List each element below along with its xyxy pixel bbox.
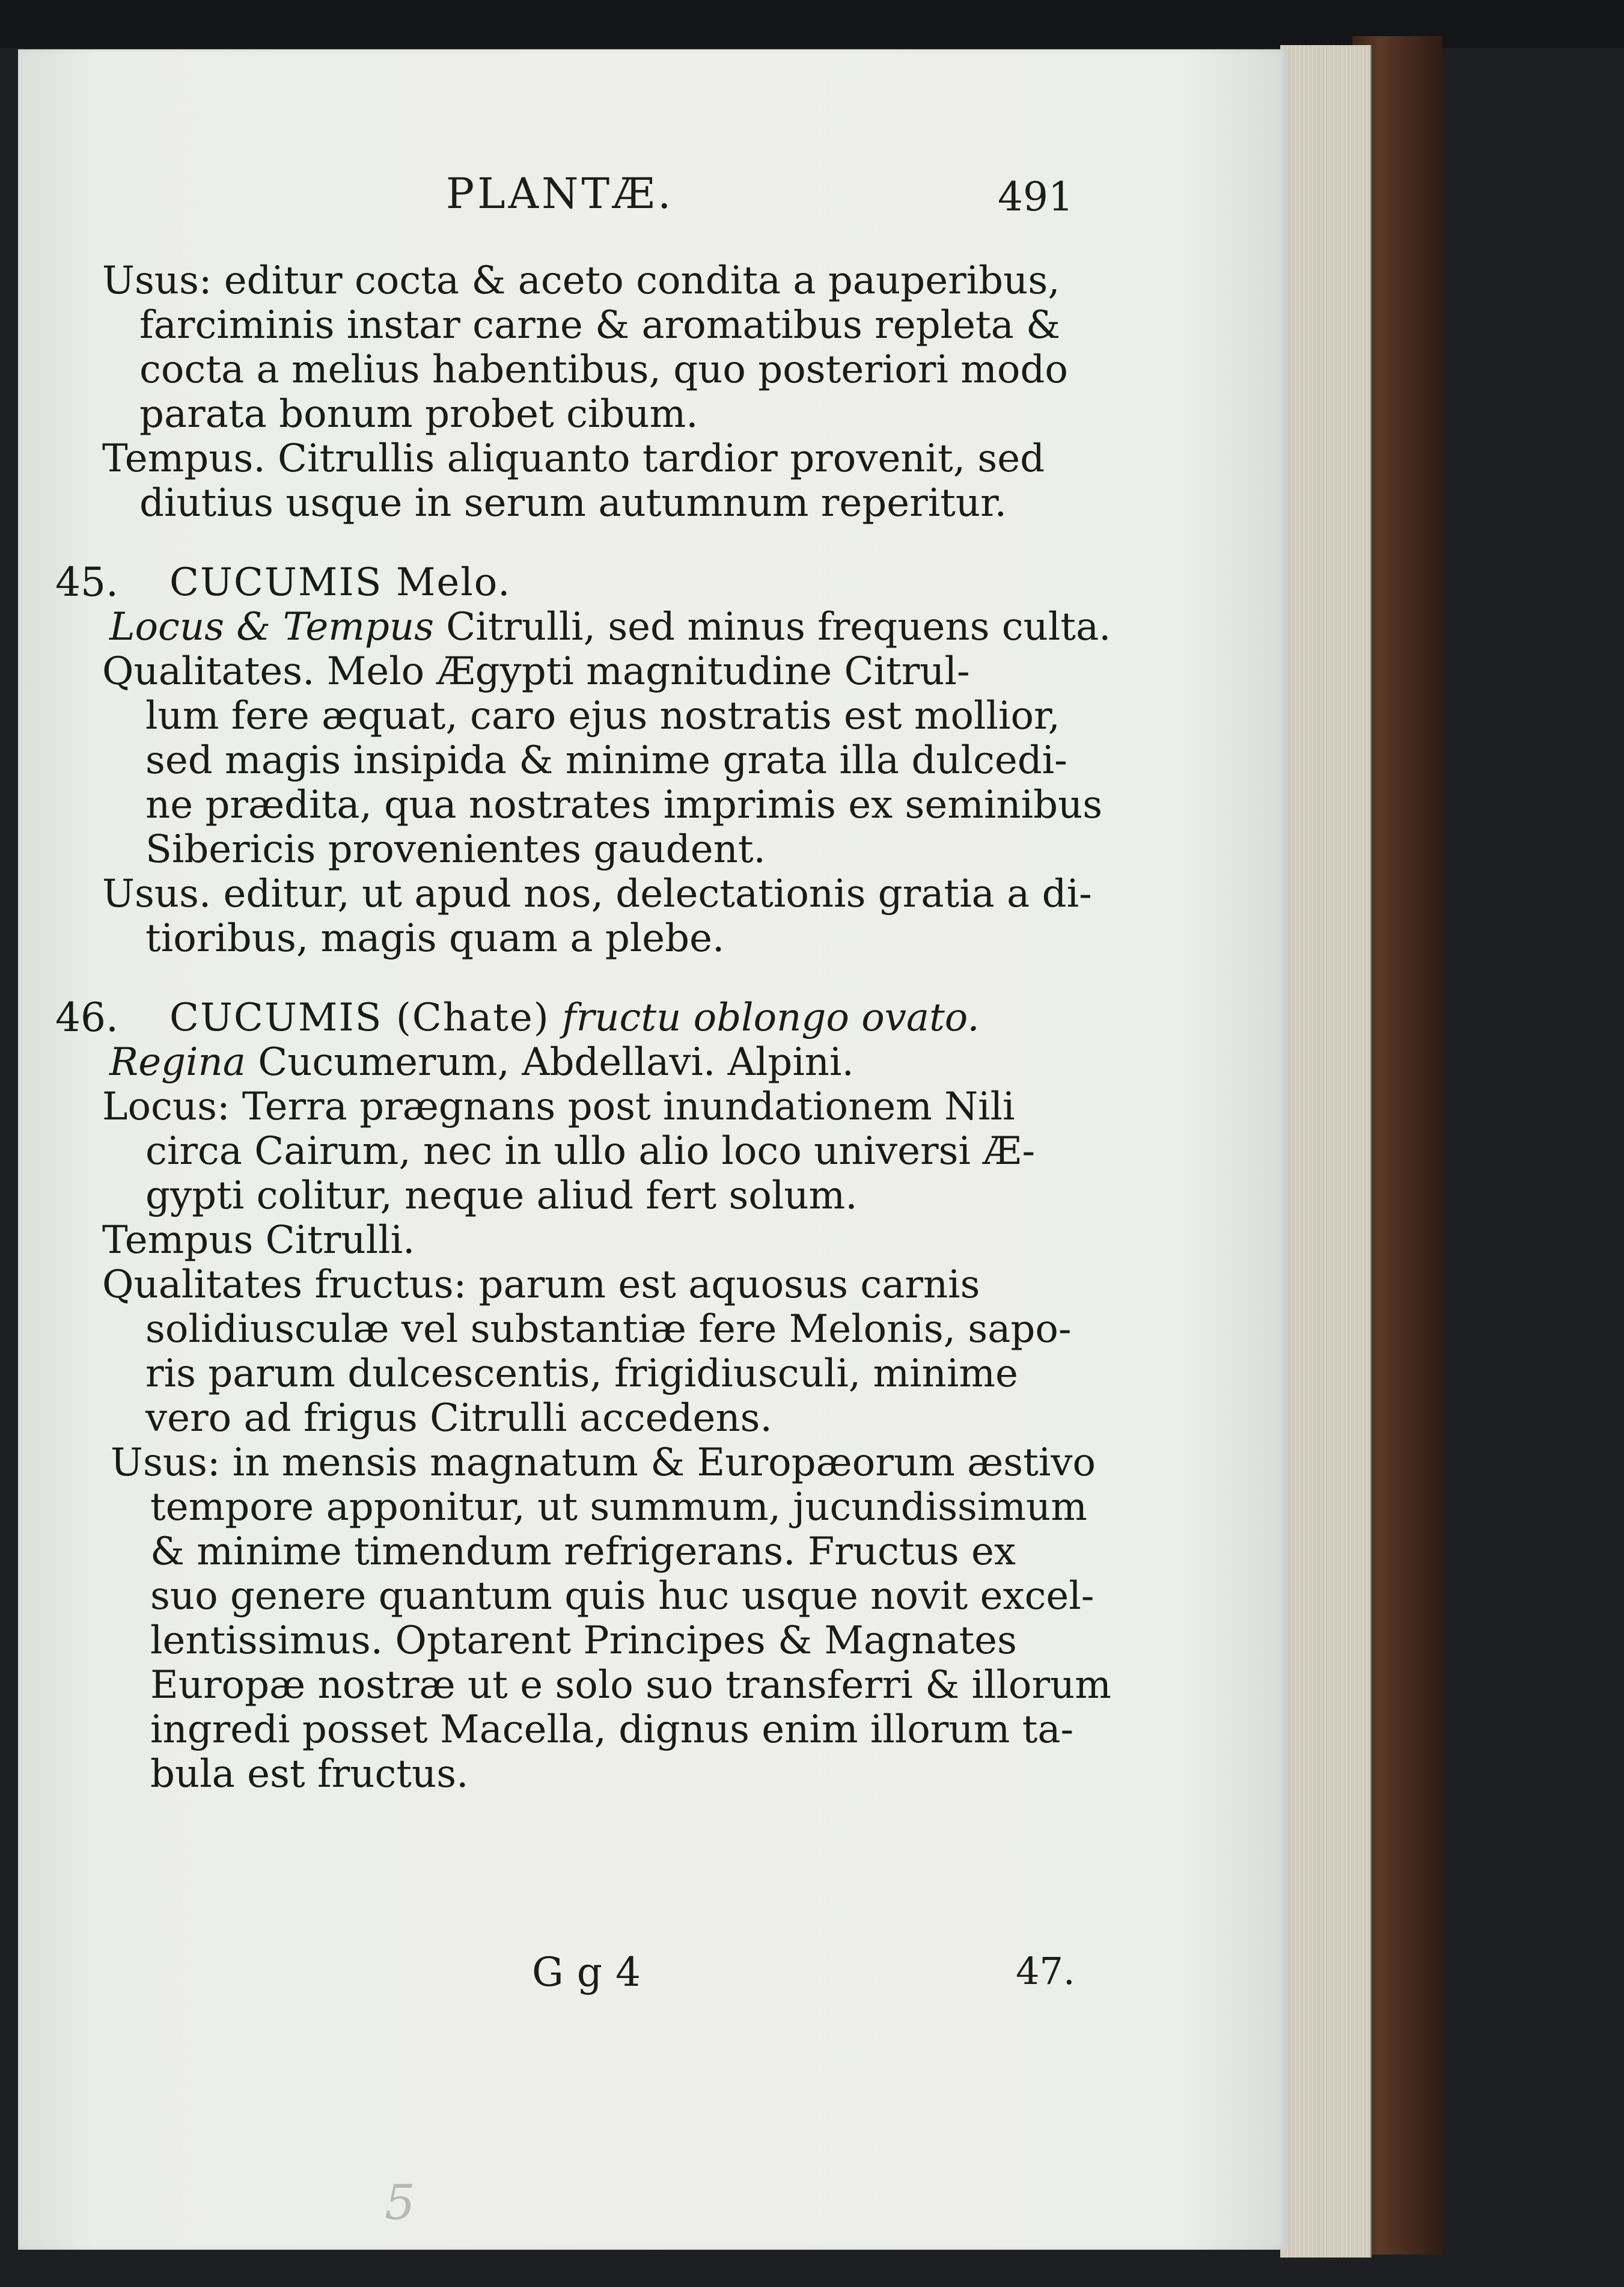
text-line: Sibericis provenientes gaudent. bbox=[145, 827, 766, 872]
text-line: lentissimus. Optarent Principes & Magnates bbox=[150, 1618, 1017, 1663]
text-line: farciminis instar carne & aromatibus repleta & bbox=[139, 303, 1061, 347]
text-line: solidiusculæ vel substantiæ fere Melonis, sapo- bbox=[145, 1307, 1072, 1352]
text-line: Locus: Terra prægnans post inundationem Nili bbox=[102, 1085, 1015, 1129]
text-segment: Citrulli, sed minus frequens culta. bbox=[446, 605, 1111, 649]
text-line: Usus. editur, ut apud nos, delectationis gratia a di- bbox=[102, 872, 1092, 916]
text-line: ris parum dulcescentis, frigidiusculi, minime bbox=[145, 1352, 1018, 1396]
catchword: 47. bbox=[1016, 1949, 1075, 1993]
text-line: & minime timendum refrigerans. Fructus ex bbox=[150, 1529, 1016, 1574]
text-line: lum fere æquat, caro ejus nostratis est mollior, bbox=[145, 694, 1060, 738]
text-line: parata bonum probet cibum. bbox=[139, 392, 698, 436]
text-line: Qualitates. Melo Ægypti magnitudine Citrul- bbox=[102, 649, 970, 694]
page-edges bbox=[1280, 45, 1372, 2258]
text-segment: Cucumerum, Abdellavi. Alpini. bbox=[258, 1040, 854, 1085]
text-line: tempore apponitur, ut summum, jucundissimum bbox=[150, 1485, 1087, 1529]
running-head-title: PLANTÆ. bbox=[446, 169, 674, 218]
page-number: 491 bbox=[998, 174, 1073, 220]
italic-regina: Regina bbox=[109, 1040, 246, 1085]
text-line: bula est fructus. bbox=[150, 1752, 469, 1796]
italic-fructu: fructu oblongo ovato. bbox=[562, 996, 980, 1040]
text-line: tioribus, magis quam a plebe. bbox=[145, 916, 725, 961]
text-line bbox=[109, 1040, 854, 1085]
signature-mark: Gg4 bbox=[532, 1949, 654, 1995]
text-line bbox=[109, 605, 1111, 649]
text-line: gypti colitur, neque aliud fert solum. bbox=[145, 1174, 858, 1218]
book-page bbox=[18, 49, 1287, 2250]
text-line: Usus: editur cocta & aceto condita a pauperibus, bbox=[102, 259, 1060, 303]
entry-heading-45: CUCUMIS Melo. bbox=[169, 560, 511, 605]
entry-heading-46 bbox=[169, 996, 980, 1040]
text-line: circa Cairum, nec in ullo alio loco universi Æ- bbox=[145, 1129, 1036, 1174]
text-line: suo genere quantum quis huc usque novit excel- bbox=[150, 1574, 1094, 1618]
text-line: Europæ nostræ ut e solo suo transferri & illorum bbox=[150, 1663, 1111, 1707]
text-line: Tempus Citrulli. bbox=[102, 1218, 415, 1263]
text-line: vero ad frigus Citrulli accedens. bbox=[145, 1396, 772, 1440]
text-line: diutius usque in serum autumnum reperitur. bbox=[139, 481, 1007, 525]
italic-locus-tempus: Locus & Tempus bbox=[109, 605, 434, 649]
text-line: sed magis insipida & minime grata illa dulcedi- bbox=[145, 738, 1067, 783]
entry-number-45: 45. bbox=[55, 559, 118, 605]
entry-number-46: 46. bbox=[55, 994, 118, 1041]
text-line: ne prædita, qua nostrates imprimis ex seminibus bbox=[145, 783, 1103, 827]
text-line: Usus: in mensis magnatum & Europæorum æstivo bbox=[111, 1440, 1096, 1485]
text-line: ingredi posset Macella, dignus enim illorum ta- bbox=[150, 1707, 1074, 1752]
text-segment: CUCUMIS (Chate) bbox=[169, 996, 550, 1040]
text-line: Tempus. Citrullis aliquanto tardior provenit, sed bbox=[102, 436, 1045, 481]
pencil-margin-note: 5 bbox=[385, 2175, 415, 2230]
text-line: cocta a melius habentibus, quo posteriori modo bbox=[139, 347, 1068, 392]
text-line: Qualitates fructus: parum est aquosus carnis bbox=[102, 1263, 980, 1307]
